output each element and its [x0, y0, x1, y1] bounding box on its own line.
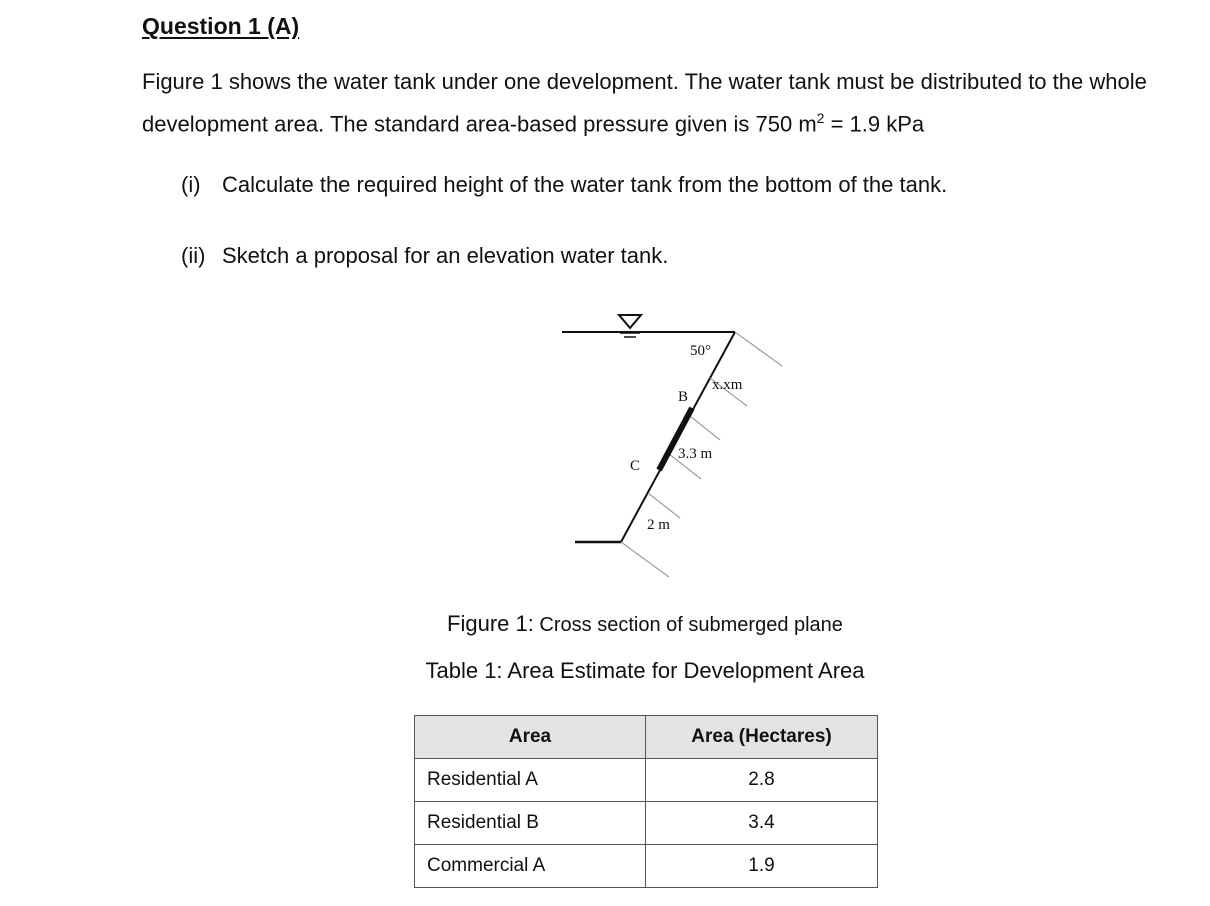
task-number: (i) — [181, 172, 201, 197]
table-row — [415, 845, 878, 888]
area-hectares-cell: 2.8 — [646, 759, 878, 802]
figure-caption-prefix: Figure 1: — [447, 611, 534, 636]
table-header-row — [415, 716, 878, 759]
depth-label: 2 m — [647, 517, 670, 533]
question-title: Question 1 (A) — [142, 13, 300, 39]
table-caption: Table 1: Area Estimate for Development Area — [425, 658, 865, 683]
area-estimate-table — [414, 715, 878, 888]
figure-caption-text: Cross section of submerged plane — [533, 614, 843, 636]
area-hectares-cell: 3.4 — [646, 802, 878, 845]
task-number: (ii) — [181, 243, 206, 268]
free-surface-triangle-icon — [619, 315, 641, 328]
gate-length-label: 3.3 m — [678, 446, 713, 462]
area-name-cell: Residential B — [415, 802, 646, 845]
question-intro — [142, 64, 1172, 142]
angle-label: 50° — [690, 343, 711, 359]
area-hectares-cell: 1.9 — [646, 845, 878, 888]
length-label: x.xm — [712, 377, 743, 393]
point-c-label: C — [630, 458, 641, 474]
intro-tail: = 1.9 kPa — [824, 111, 925, 137]
area-name-cell: Residential A — [415, 759, 646, 802]
task-item — [181, 243, 668, 269]
intro-superscript: 2 — [816, 110, 825, 126]
task-item — [181, 172, 947, 198]
submerged-plane-figure — [550, 300, 800, 590]
table-header-cell: Area — [415, 716, 646, 759]
intro-text: Figure 1 shows the water tank under one development. The water tank must be distributed to the whole development area. The standard area-based pressure given is 750 m — [142, 69, 1147, 137]
table-header-cell: Area (Hectares) — [646, 716, 878, 759]
point-b-label: B — [678, 389, 689, 405]
task-text: Calculate the required height of the water tank from the bottom of the tank. — [222, 172, 948, 197]
table-row — [415, 759, 878, 802]
task-text: Sketch a proposal for an elevation water tank. — [222, 243, 669, 268]
figure-caption — [0, 611, 1210, 637]
area-name-cell: Commercial A — [415, 845, 646, 888]
table-row — [415, 802, 878, 845]
